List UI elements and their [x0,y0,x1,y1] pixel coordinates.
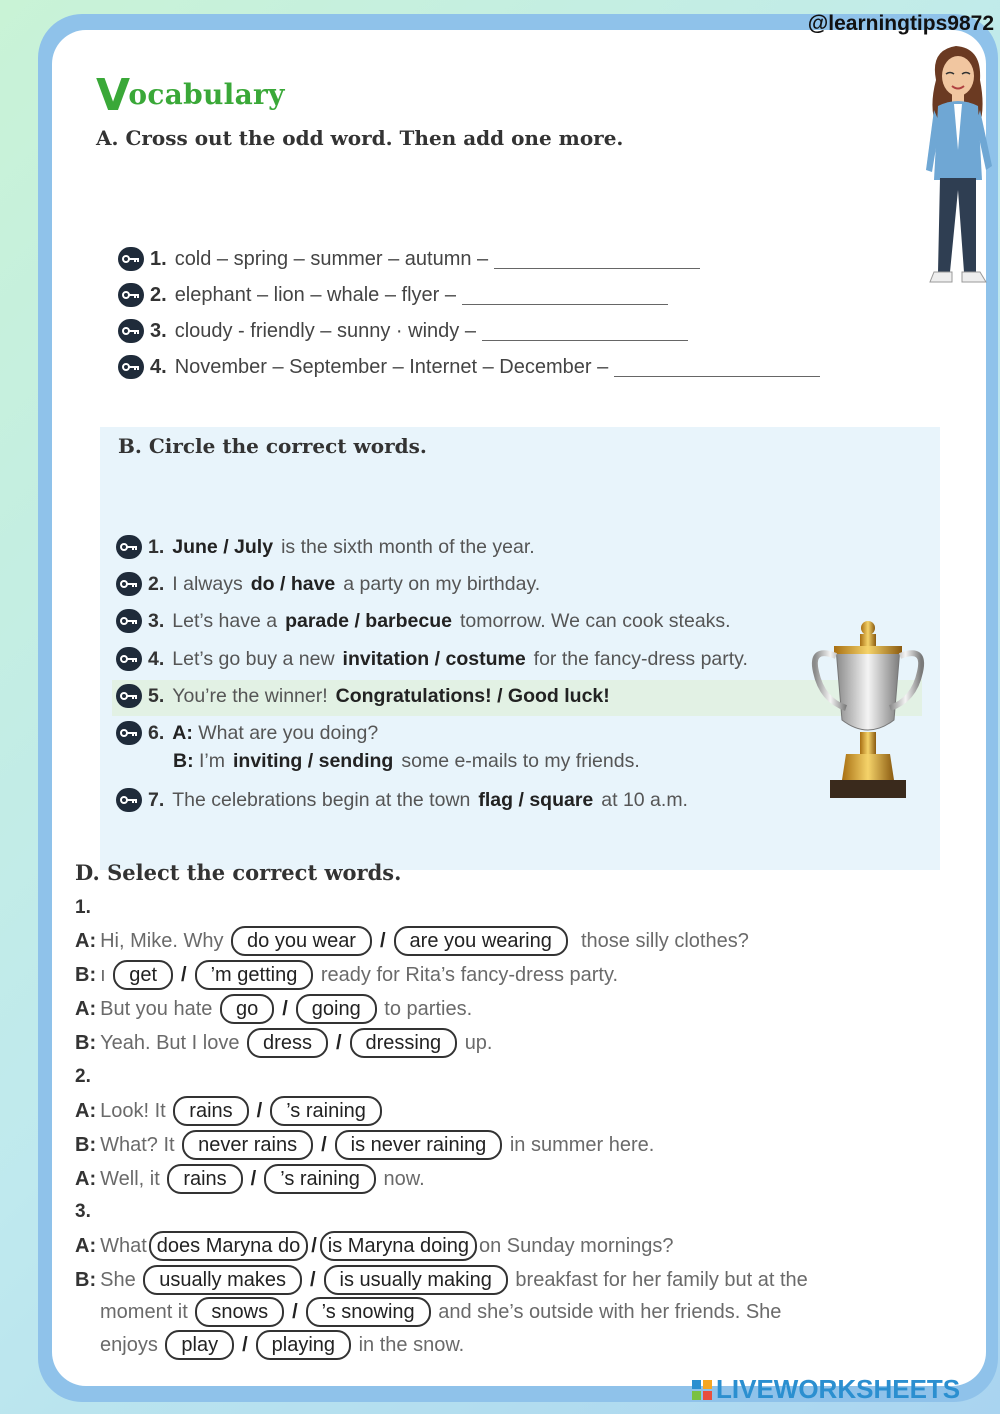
key-icon [116,684,142,708]
dialog-line: moment it snows / ’s snowing and she’s outside with her friends. She [100,1297,781,1327]
dialog-line: A: Well, it rains / ’s raining now. [75,1164,425,1194]
choice-option[interactable]: is Maryna doing [320,1231,477,1261]
choice-option[interactable]: ’s snowing [306,1297,431,1327]
key-icon [116,647,142,671]
choice-option[interactable]: barbecue [365,609,452,632]
section-b-item: 5. You’re the winner! Congratulations! / Good luck! [116,684,610,708]
dialog-number: 3. [75,1201,91,1222]
section-a-item: 3. cloudy - friendly – sunny · windy – [118,317,688,345]
choice-option[interactable]: dressing [350,1028,458,1058]
key-icon [118,247,144,271]
section-b-item: 2. I always do / have a party on my birthday. [116,572,540,596]
section-a-item: 4. November – September – Internet – December – [118,353,820,381]
dialog-line: A: But you hate go / going to parties. [75,994,472,1024]
choice-option[interactable]: dress [247,1028,328,1058]
channel-handle: @learningtips9872 [807,12,994,35]
choice-option[interactable]: Good luck! [507,684,610,707]
choice-option[interactable]: snows [195,1297,284,1327]
choice-option[interactable]: going [296,994,377,1024]
dialog-line: B: She usually makes / is usually making breakfast for her family but at the [75,1265,808,1295]
choice-option[interactable]: ’s raining [270,1096,382,1126]
choice-option[interactable]: get [113,960,173,990]
choice-option[interactable]: July [234,535,274,558]
answer-blank[interactable] [482,322,688,341]
choice-option[interactable]: rains [173,1096,248,1126]
choice-option[interactable]: Congratulations! [335,684,492,707]
choice-option[interactable]: square [529,788,594,811]
choice-option[interactable]: is never raining [335,1130,503,1160]
choice-option[interactable]: ’m getting [195,960,314,990]
dialog-number: 2. [75,1066,91,1087]
section-b-heading: B. Circle the correct words. [118,434,427,458]
key-icon [118,355,144,379]
dialog-line: B: What? It never rains / is never raining in summer here. [75,1130,654,1160]
choice-option[interactable]: usually makes [143,1265,302,1295]
dialog-line: enjoys play / playing in the snow. [100,1330,464,1360]
section-b-item: 1. June / July is the sixth month of the year. [116,535,535,559]
choice-option[interactable]: have [290,572,336,595]
section-a-item: 1. cold – spring – summer – autumn – [118,245,700,273]
choice-option[interactable]: does Maryna do [149,1231,308,1261]
logo-squares-icon [692,1380,712,1400]
section-b-item: 3. Let’s have a parade / barbecue tomorrow. We can cook steaks. [116,609,731,633]
choice-option[interactable]: go [220,994,274,1024]
choice-option[interactable]: sending [318,750,394,772]
liveworksheets-logo: LIVEWORKSHEETS [692,1374,960,1405]
choice-option[interactable]: never rains [182,1130,313,1160]
answer-blank[interactable] [462,286,668,305]
key-icon [118,283,144,307]
answer-blank[interactable] [494,250,700,269]
choice-option[interactable]: inviting [233,750,303,772]
dialog-line: B: ı get / ’m getting ready for Rita’s fancy-dress party. [75,960,618,990]
dialog-line: A: What does Maryna do / is Maryna doing on Sunday mornings? [75,1231,674,1261]
answer-blank[interactable] [614,358,820,377]
section-a-heading: A. Cross out the odd word. Then add one more. [96,126,624,150]
choice-option[interactable]: flag [478,788,514,811]
choice-option[interactable]: is usually making [324,1265,508,1295]
key-icon [118,319,144,343]
section-b-item: 4. Let’s go buy a new invitation / costume for the fancy-dress party. [116,647,748,671]
choice-option[interactable]: costume [445,647,526,670]
dialog-line: A: Hi, Mike. Why do you wear / are you wearing those silly clothes? [75,926,749,956]
choice-option[interactable]: invitation [342,647,430,670]
key-icon [116,721,142,745]
key-icon [116,535,142,559]
choice-option[interactable]: parade [285,609,350,632]
choice-option[interactable]: playing [256,1330,351,1360]
teacher-illustration [916,40,1000,292]
key-icon [116,572,142,596]
page-title: Vocabulary [96,70,285,121]
choice-option[interactable]: June [172,535,218,558]
choice-option[interactable]: are you wearing [394,926,568,956]
choice-option[interactable]: do [250,572,275,595]
key-icon [116,788,142,812]
section-b-item-continued: B: I’m inviting / sending some e-mails to my friends. [173,750,640,772]
choice-option[interactable]: play [165,1330,234,1360]
section-d-heading: D. Select the correct words. [75,860,402,885]
trophy-image [806,616,930,804]
choice-option[interactable]: ’s raining [264,1164,376,1194]
section-a-item: 2. elephant – lion – whale – flyer – [118,281,668,309]
choice-option[interactable]: do you wear [231,926,372,956]
dialog-line: A: Look! It rains / ’s raining [75,1096,384,1126]
dialog-line: B: Yeah. But I love dress / dressing up. [75,1028,493,1058]
section-b-item: 7. The celebrations begin at the town flag / square at 10 a.m. [116,788,688,812]
key-icon [116,609,142,633]
dialog-number: 1. [75,897,91,918]
choice-option[interactable]: rains [167,1164,242,1194]
section-b-item: 6. A: What are you doing? [116,721,378,745]
